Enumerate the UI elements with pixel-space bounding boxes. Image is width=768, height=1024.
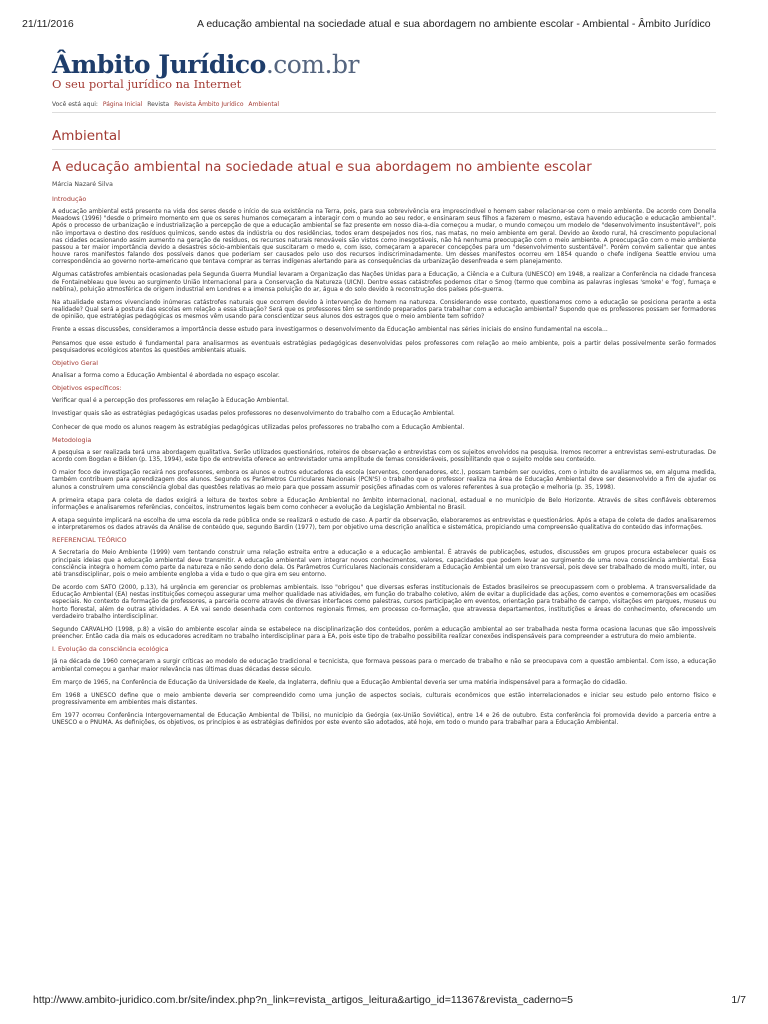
objectives-list bbox=[52, 397, 716, 430]
breadcrumb-revista[interactable]: Revista bbox=[147, 101, 170, 108]
site-logo[interactable] bbox=[52, 50, 359, 91]
heading-referencial-teorico: REFERENCIAL TEÓRICO bbox=[52, 536, 127, 545]
print-header bbox=[22, 18, 746, 32]
paragraph: A etapa seguinte implicará na escolha de uma escola da rede pública onde se realizará o estudo de caso. A partir da observação, elaboraremos as entrevistas e questionários. Após a etapa de coleta de dados analisaremos e interpretaremos os dados através da Análise de conteúdo que, segundo Bardin (1977), tem por objetivo uma descrição analítica e sistemática, propiciando uma compreensão qualitativa do conteúdo das informações. bbox=[52, 517, 716, 532]
paragraph: Em 1968 a UNESCO define que o meio ambiente deveria ser compreendido como uma junção de aspectos sociais, culturais econômicos que estão interrelacionados e iniciar seu estudo pelo entorno físico e progressivamente em ambientes mais distantes. bbox=[52, 691, 716, 706]
heading-objetivos-especificos: Objetivos específicos: bbox=[52, 384, 122, 393]
divider bbox=[52, 149, 716, 150]
paragraph: A educação ambiental está presente na vida dos seres desde o início de sua existência na Terra, pois, para sua sobrevivência era imprescindível o homem saber relacionar-se com o meio ambiente. De acordo com Donella Meadows (1996) "desde o primeiro momento em que os seres humanos começaram a interagir com o mundo ao seu redor, e ensinaram seus filhos a fazerem o mesmo, estava havendo educação e educação ambiental". Após o processo de urbanização e industrialização a percepção de que a educação ambiental se faz presente em nosso dia-a-dia começou a mudar, o mundo começou um modelo de "desenvolvimento insustentável", pois não importava o destino dos resíduos químicos, sendo estes da indústria ou dos residências, todos eram despejados nos rios, nas matas, no meio ambiente em geral. Devido ao êxodo rural, há crescimento populacional nas cidades ocasionando assim aumento na geração de resíduos, os recursos naturais renováveis são vistos como inesgotáveis, não há nenhuma preocupação com o meio ambiente. A preocupação com o meio ambiente passou a ter maior importância devido a desastres sócio-ambientais que suscitaram o medo e, com isso, começaram a aparecer concepções para um "desenvolvimento sustentável". Porém convém salientar que antes houve raros manifestos falando dos possíveis danos que poderiam ser causados pelo uso dos recursos indiscriminadamente. Um desses manifestos ocorreu em 1854 quando o chefe indígena Seattle enviou uma correspondência ao governo norte-americano que tentava comprar as terras indígenas alertando para as consequências da urbanização desenfreada e sem planejamento. bbox=[52, 208, 716, 266]
breadcrumb-label: Você está aqui: bbox=[52, 101, 98, 108]
list-item: Investigar quais são as estratégias pedagógicas usadas pelos professores no desenvolvimento do trabalho com a Educação Ambiental. bbox=[52, 410, 455, 418]
breadcrumb-ambiental[interactable]: Ambiental bbox=[248, 101, 280, 108]
paragraph: Analisar a forma como a Educação Ambiental é abordada no espaço escolar. bbox=[52, 371, 280, 379]
paragraph: A Secretaria do Meio Ambiente (1999) vem tentando construir uma relação estreita entre a educação e a educação ambiental. É através de publicações, estudos, discussões em grupos procura estabelecer quais os principais ideias que a educação ambiental deve transmitir. A educação ambiental vem integrar novos conhecimentos, valores, capacidades que podem levar ao surgimento de uma nova consciência ambiental. Essa consciência integra o homem como parte da natureza e não sendo dono dela. Os Parâmetros Curriculares Nacionais consideram a Educação Ambiental um eixo transversal, pois deve ser trabalhado de modo multi, inter, ou até transdisciplinar, pois o meio ambiente engloba a vida e tudo o que gira em seu entorno. bbox=[52, 549, 716, 578]
page-number: 1/7 bbox=[731, 994, 746, 1006]
article-body bbox=[52, 196, 716, 986]
site-tagline: O seu portal jurídico na Internet bbox=[52, 77, 242, 91]
heading-metodologia: Metodologia bbox=[52, 435, 92, 444]
print-date: 21/11/2016 bbox=[22, 18, 74, 30]
paragraph: Pensamos que esse estudo é fundamental para analisarmos as eventuais estratégias pedagógicas desenvolvidas pelos professores com relação ao meio ambiente, pois a partir delas possivelmente serão formados pesquisadores ecológicos atentos às questões ambientais atuais. bbox=[52, 339, 716, 354]
list-item: Conhecer de que modo os alunos reagem às estratégias pedagógicas utilizadas pelos professores no trabalho com a Educação Ambiental. bbox=[52, 423, 465, 431]
page-url: http://www.ambito-juridico.com.br/site/index.php?n_link=revista_artigos_leitura&artigo_id=11367&revista_caderno=5 bbox=[33, 994, 573, 1006]
paragraph: Na atualidade estamos vivenciando inúmeras catástrofes naturais que ocorrem devido à intervenção do homem na natureza. Considerando esse contexto, questionamos como a educação se posiciona perante a esta realidade? Qual será a postura das escolas em relação a essa situação? Será que os professores têm se sentindo preparados para trabalhar com a educação ambiental? Supondo que os professores possam ser formadores de opinião, que estratégias pedagógicas os mesmos vêm usando para conscientizar seus alunos dos estragos que o meio ambiente tem sofrido? bbox=[52, 298, 716, 321]
site-tld: .com.br bbox=[265, 50, 359, 79]
section-title: Ambiental bbox=[52, 128, 121, 144]
heading-introducao: Introdução bbox=[52, 196, 87, 203]
paragraph: Em março de 1965, na Conferência de Educação da Universidade de Keele, da Inglaterra, definiu que a Educação Ambiental deveria ser uma matéria indispensável para a formação do cidadão. bbox=[52, 678, 628, 686]
site-name: Âmbito Jurídico bbox=[52, 50, 266, 79]
breadcrumb-home[interactable]: Página Inicial bbox=[102, 101, 143, 108]
paragraph: O maior foco de investigação recairá nos professores, embora os alunos e outros educadores da escola (serventes, coordenadores, etc.), possam também ser ouvidos, com o intuito de avaliarmos se, em alguma medida, também contribuem para aprendizagem dos alunos. Segundo os Parâmetros Curriculares Nacionais (PCN'S) o trabalho que o professor realiza na área de Educação Ambiental deve ser desenvolvido a fim de ajudar os alunos a construírem uma consciência global das questões relativas ao meio para que possam assumir posições afinadas com os valores referentes à sua proteção e melhoria (p. 35, 1998). bbox=[52, 469, 716, 491]
paragraph: Algumas catástrofes ambientais ocasionadas pela Segunda Guerra Mundial levaram a Organização das Nações Unidas para a Educação, a Ciência e a Cultura (UNESCO) em 1948, a realizar a Conferência na cidade francesa de Fontainebleau que levou ao surgimento União Internacional para a Conservação da Natureza (UICN). Dentre essas catástrofes podemos citar o Smog (termo que combina as palavras inglesas 'smoke' e 'fog', fumaça e neblina), poluição atmosférica de origem industrial em Londres e a imensa poluição do ar, água e do solo devido à reconstrução dos países pós-guerra. bbox=[52, 271, 716, 293]
site-logo-wordmark bbox=[52, 50, 359, 79]
article-title: A educação ambiental na sociedade atual e sua abordagem no ambiente escolar bbox=[52, 160, 592, 175]
breadcrumb-revista-ambito[interactable]: Revista Âmbito Jurídico bbox=[174, 101, 244, 108]
paragraph: De acordo com SATO (2000, p.13), há urgência em gerenciar os problemas ambientais. Isso "obrigou" que diversas esferas institucionais de Estados brasileiros se preocupassem com o problema. A transversalidade da Educação Ambiental (EA) nestas instituições começou assegurar uma melhor qualidade nas atividades, em função do trabalho coletivo, além de evitar a duplicidade das ações, como eventos e comemorações em ocasiões especiais. No contexto da formação de professores, a parceria ocorre através de diversas interfaces como palestras, cursos participação em eventos, orientação para trabalho de campo, visitações em parques, museus ou horto florestal, além de outras atividades. A EA vai sendo desenhada com contornos regionais firmes, em processo co-formação, que atravessa departamentos, institutições e áreas do conhecimento, oferecendo um verdadeiro trabalho interdisciplinar. bbox=[52, 584, 716, 620]
paragraph: Frente a essas discussões, consideramos a importância desse estudo para investigarmos o desenvolvimento da Educação ambiental nas séries iniciais do ensino fundamental na escola... bbox=[52, 326, 608, 334]
heading-evolucao: I. Evolução da consciência ecológica bbox=[52, 645, 169, 654]
divider bbox=[52, 112, 716, 113]
article-author: Márcia Nazaré Silva bbox=[52, 181, 113, 188]
heading-objetivo-geral: Objetivo Geral bbox=[52, 358, 99, 367]
list-item: Verificar qual é a percepção dos professores em relação à Educação Ambiental. bbox=[52, 397, 289, 405]
paragraph: Segundo CARVALHO (1998, p.8) a visão do ambiente escolar ainda se estabelece na disciplinarização dos conteúdos, porém a educação ambiental ao ser trabalhada nesta forma ocasiona lacunas que são impossíveis preencher. Então cada dia mais os educadores acreditam no trabalho interdisciplinar para a EA, pois este tipo de trabalho possibilita realizar conexões indispensáveis para compreender a estrutura do meio ambiente. bbox=[52, 625, 716, 641]
print-footer bbox=[33, 994, 746, 1006]
paragraph: Já na década de 1960 começaram a surgir críticas ao modelo de educação tradicional e tecnicista, que formava pessoas para o mercado de trabalho e não se preocupava com a questão ambiental. Com isso, a educação ambiental começou a ganhar maior relevância nas últimas duas décadas desse século. bbox=[52, 658, 716, 673]
paragraph: A pesquisa a ser realizada terá uma abordagem qualitativa. Serão utilizados questionários, roteiros de observação e entrevistas com os sujeitos envolvidos na pesquisa. Iremos recorrer a entrevistas semi-estruturadas. De acordo com Bogdan e Biklen (p. 135, 1994), este tipo de entrevista oferece ao entrevistador uma amplitude de temas consideráveis, possibilitando que o sujeito molde seu conteúdo. bbox=[52, 448, 716, 464]
breadcrumb bbox=[52, 101, 279, 108]
paragraph: Em 1977 ocorreu Conferência Intergovernamental de Educação Ambiental de Tbilisi, no município da Geórgia (ex-União Soviética), entre 14 e 26 de outubro. Esta conferência foi promovida devido a parceria entre a UNESCO e o PNUMA. As definições, os objetivos, os princípios e as estratégias definidos por este evento são adotados, até hoje, em todo o mundo para trabalhar para a Educação Ambiental. bbox=[52, 712, 716, 727]
paragraph: A primeira etapa para coleta de dados exigirá a leitura de textos sobre a Educação Ambiental no âmbito internacional, nacional, estadual e no município de Belo Horizonte. Através de sites confiáveis obteremos informações e analisaremos referências, conceitos, instrumentos legais bem como conhecer a evolução da Legislação Ambiental no Brasil. bbox=[52, 496, 716, 511]
print-page-title: A educação ambiental na sociedade atual e sua abordagem no ambiente escolar - Ambiental - Âmbito Jurídico bbox=[197, 18, 711, 30]
